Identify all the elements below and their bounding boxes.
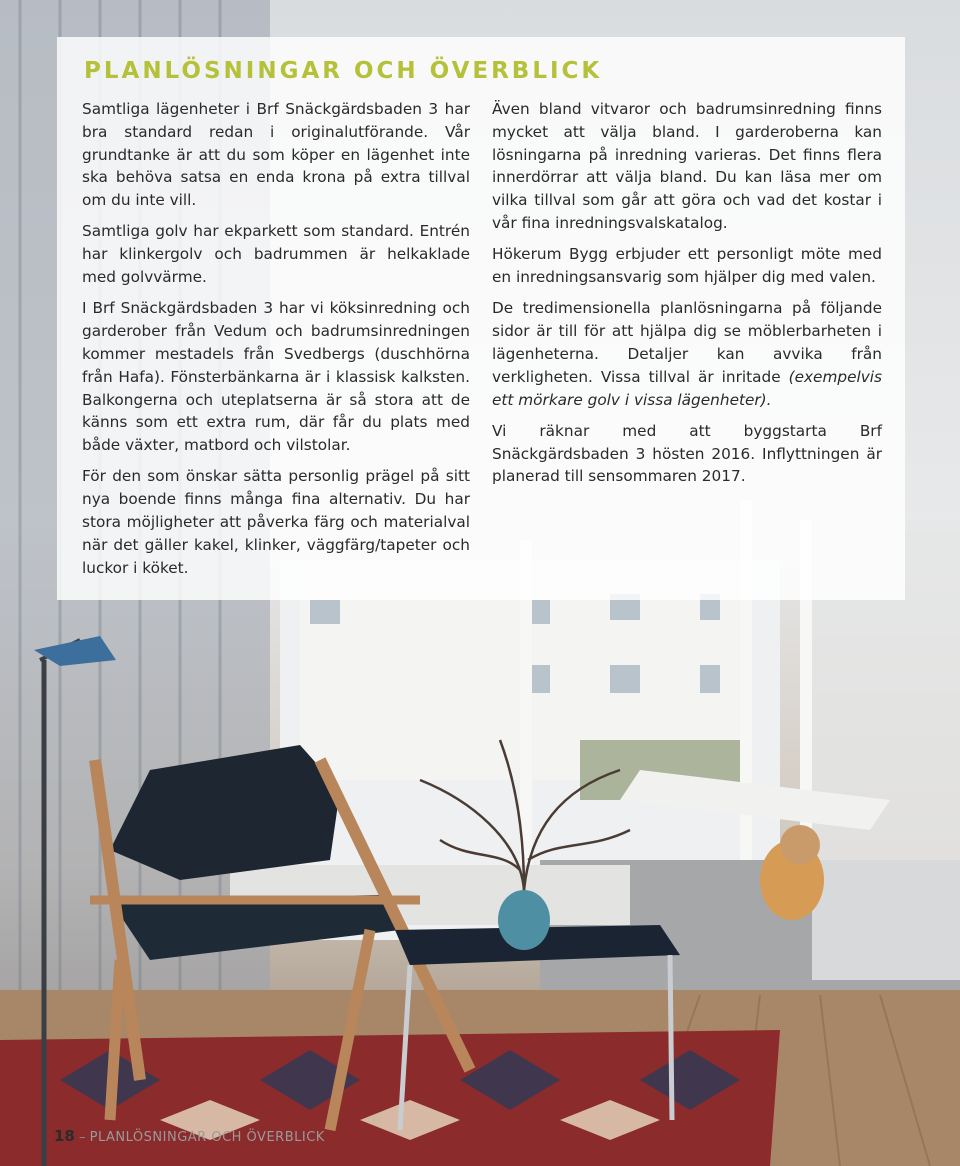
footer-separator: – [79, 1130, 86, 1145]
floorplans-text: De tredimensionella planlösningarna på följande sidor är till för att hjälpa dig se möblerbarheten i lägenheterna. Detaljer kan avvika från verkligheten. Vissa tillval är inritade [492, 299, 882, 386]
paragraph-personal-touch: För den som önskar sätta personlig prägel på sitt nya boende finns många fina alternativ. Du har stora möjligheter att påverka färg och materialval när det gäller kakel, klinker, väggfärg/tapeter och luckor i köket. [82, 467, 470, 577]
footer-section-title: PLANLÖSNINGAR OCH ÖVERBLICK [89, 1130, 325, 1145]
paragraph-kitchen-bath: I Brf Snäckgärdsbaden 3 har vi köksinredning och garderober från Vedum och badrumsinredningen kommer mestadels från Svedbergs (duschhörna från Hafa). Fönsterbänkarna är i klassisk kalksten. Balkongerna och uteplatserna är så stora att de känns som ett extra rum, där får du plats med både växter, matbord och vilstolar. [82, 299, 470, 455]
paragraph-floors: Samtliga golv har ekparkett som standard. Entrén har klinkergolv och badrummen är helkaklade med golvvärme. [82, 222, 470, 287]
page-footer [54, 1127, 325, 1145]
paragraph-appliances: Även bland vitvaror och badrumsinredning finns mycket att välja bland. I garderoberna kan lösningarna på inredning varieras. Det finns flera innerdörrar att välja bland. Du kan läsa mer om vilka tillval som går att göra och vad det kostar i vår fina inredningsvalskatalog. [492, 100, 882, 232]
left-column [82, 98, 470, 588]
paragraph-floorplans [492, 297, 882, 411]
right-column [492, 98, 882, 497]
paragraph-meeting: Hökerum Bygg erbjuder ett personligt möte med en inredningsansvarig som hjälper dig med valen. [492, 245, 882, 287]
paragraph-standard: Samtliga lägenheter i Brf Snäckgärdsbaden 3 har bra standard redan i originalutförande. Vår grundtanke är att du som köper en lägenhet inte ska behöva satsa en enda krona på extra tillval om du inte vill. [82, 100, 470, 210]
floorplans-example: (exempelvis ett mörkare golv i vissa lägenheter). [492, 367, 882, 409]
page-title: PLANLÖSNINGAR OCH ÖVERBLICK [84, 58, 603, 84]
paragraph-timeline: Vi räknar med att byggstarta Brf Snäckgärdsbaden 3 hösten 2016. Inflyttningen är planerad till sensommaren 2017. [492, 421, 882, 486]
page-number: 18 [54, 1127, 75, 1145]
